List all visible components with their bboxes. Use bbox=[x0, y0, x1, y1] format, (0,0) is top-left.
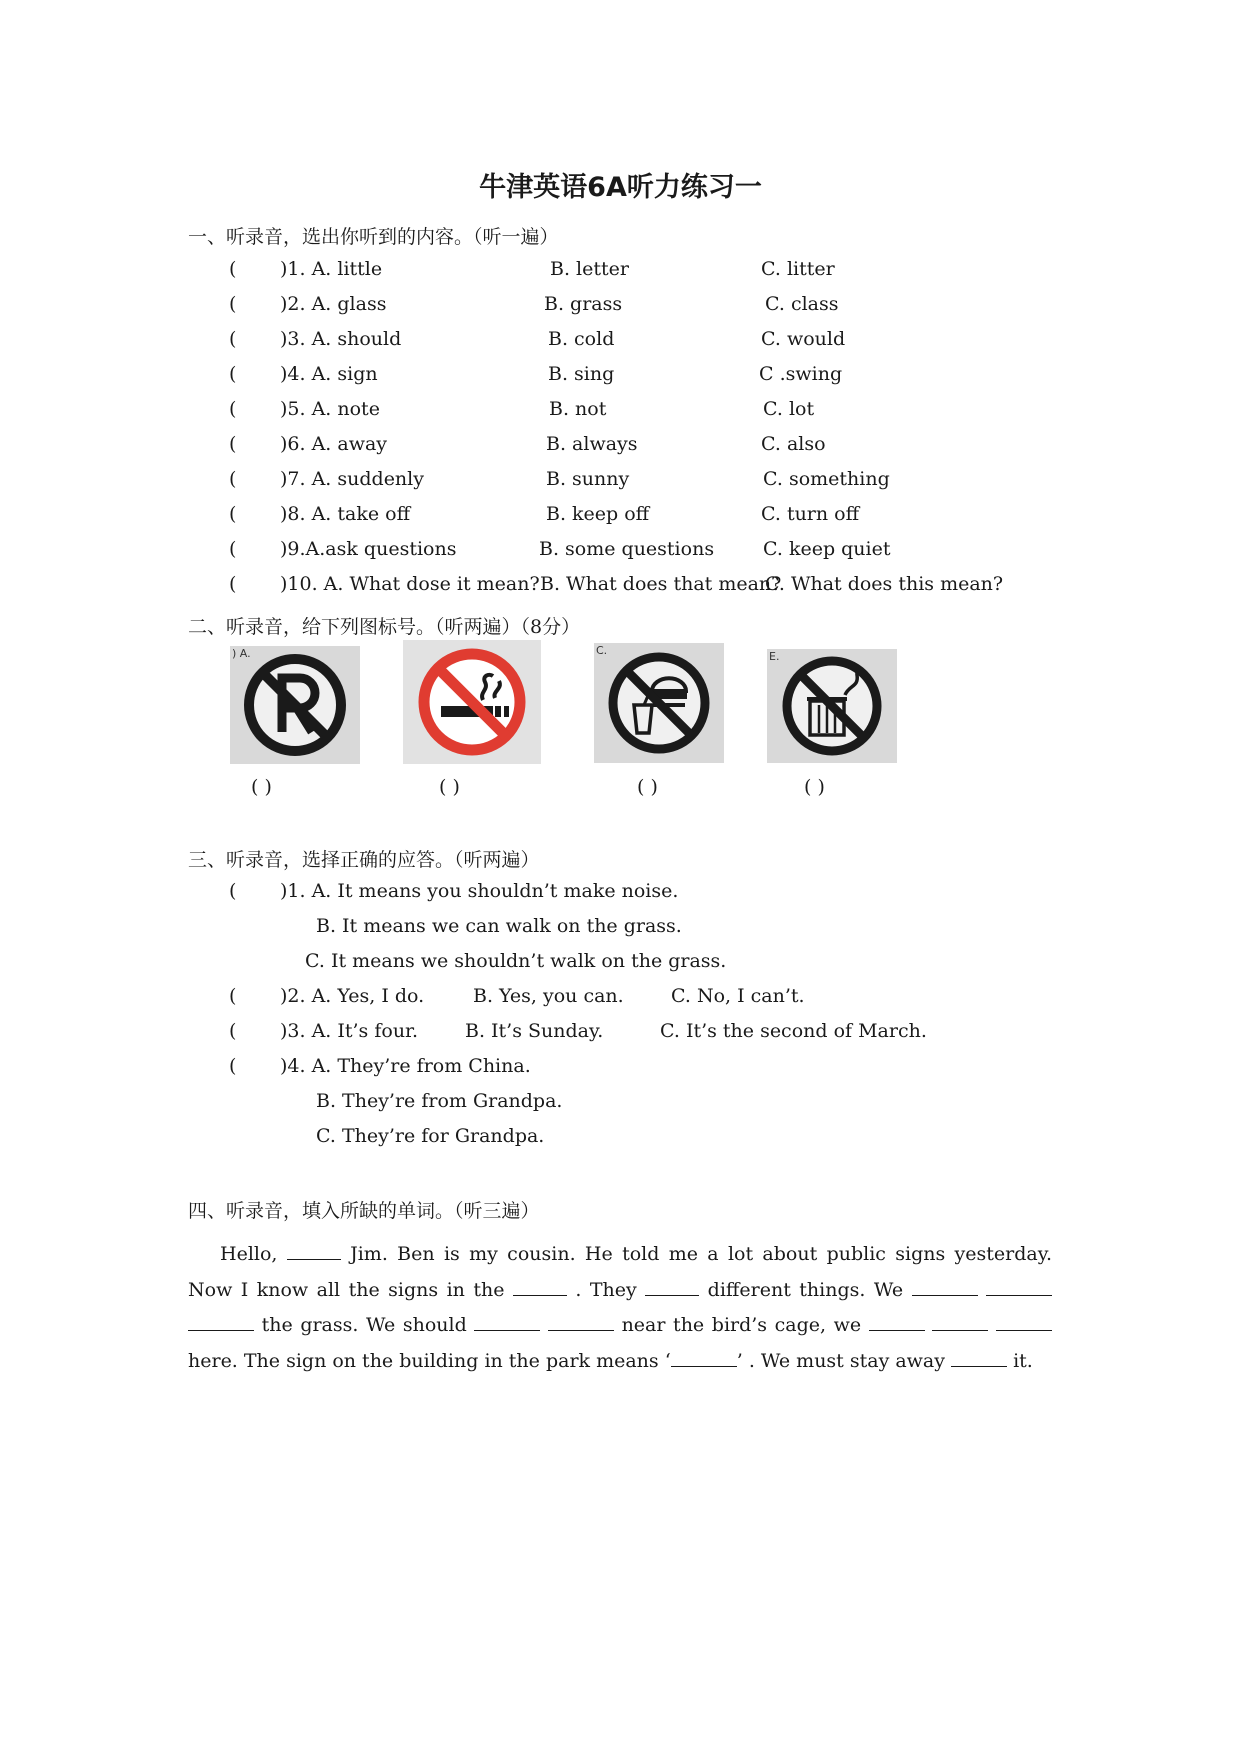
no-littering-icon bbox=[767, 649, 897, 763]
blank[interactable] bbox=[474, 1311, 540, 1331]
s3-q1-option-a: )1. A. It means you shouldn’t make noise. bbox=[280, 880, 679, 902]
sign-tag: C. bbox=[596, 644, 608, 657]
blank[interactable] bbox=[869, 1311, 925, 1331]
answer-paren[interactable]: ( bbox=[229, 468, 237, 490]
section-3-heading: 三、听录音，选择正确的应答。（听两遍） bbox=[188, 849, 540, 871]
answer-paren[interactable]: ( bbox=[229, 293, 237, 315]
sign-answer-3[interactable]: ( ) bbox=[637, 776, 658, 798]
answer-paren[interactable]: ( bbox=[229, 503, 237, 525]
cloze-text: ’ . We must stay away bbox=[736, 1349, 952, 1372]
answer-paren[interactable]: ( bbox=[229, 328, 237, 350]
cloze-text: it. bbox=[1007, 1349, 1033, 1372]
s1-option-a: )7. A. suddenly bbox=[280, 468, 424, 490]
s1-option-b: B. cold bbox=[548, 328, 615, 350]
s3-q3-option-a: )3. A. It’s four. bbox=[280, 1020, 419, 1042]
cloze-paragraph bbox=[188, 1237, 1052, 1379]
no-food-drink-icon bbox=[594, 643, 724, 763]
sign-tag: E. bbox=[769, 650, 780, 663]
cloze-text: different things. We bbox=[699, 1278, 912, 1301]
page-title: 牛津英语6A听力练习一 bbox=[479, 172, 762, 203]
answer-paren[interactable]: ( bbox=[229, 573, 237, 595]
s3-q3-option-b: B. It’s Sunday. bbox=[465, 1020, 604, 1042]
s1-option-c: C. litter bbox=[761, 258, 835, 280]
answer-paren[interactable]: ( bbox=[229, 985, 237, 1007]
blank[interactable] bbox=[932, 1311, 988, 1331]
sign-no-littering bbox=[767, 649, 897, 763]
s1-option-c: C. would bbox=[761, 328, 846, 350]
blank[interactable] bbox=[548, 1311, 614, 1331]
sign-answer-1[interactable]: ( ) bbox=[251, 776, 272, 798]
section-4-heading: 四、听录音，填入所缺的单词。（听三遍） bbox=[188, 1200, 540, 1222]
s1-option-c: C .swing bbox=[759, 363, 843, 385]
s1-option-a: )1. A. little bbox=[280, 258, 383, 280]
s1-option-b: B. keep off bbox=[546, 503, 650, 525]
s1-option-c: C. lot bbox=[763, 398, 815, 420]
s1-option-b: B. sing bbox=[548, 363, 615, 385]
s1-option-a: )5. A. note bbox=[280, 398, 380, 420]
s1-option-b: B. some questions bbox=[539, 538, 715, 560]
blank[interactable] bbox=[188, 1311, 254, 1331]
no-parking-icon bbox=[230, 646, 360, 764]
sign-answer-2[interactable]: ( ) bbox=[439, 776, 460, 798]
cloze-text: Hello, bbox=[220, 1243, 287, 1265]
s1-option-c: C. class bbox=[765, 293, 839, 315]
s3-q4-option-b: B. They’re from Grandpa. bbox=[316, 1090, 563, 1112]
s3-q1-option-c: C. It means we shouldn’t walk on the grass. bbox=[305, 950, 727, 972]
s3-q1-option-b: B. It means we can walk on the grass. bbox=[316, 915, 682, 937]
s3-q2-option-a: )2. A. Yes, I do. bbox=[280, 985, 425, 1007]
s1-option-a: )4. A. sign bbox=[280, 363, 378, 385]
blank[interactable] bbox=[986, 1276, 1052, 1296]
s1-option-a: )3. A. should bbox=[280, 328, 402, 350]
s1-option-b: B. What does that mean? bbox=[540, 573, 782, 595]
answer-paren[interactable]: ( bbox=[229, 258, 237, 280]
s3-q2-option-c: C. No, I can’t. bbox=[671, 985, 805, 1007]
s1-option-b: B. always bbox=[546, 433, 638, 455]
cloze-text: near the bird’s cage, we bbox=[613, 1314, 869, 1336]
s3-q4-option-c: C. They’re for Grandpa. bbox=[316, 1125, 545, 1147]
s1-option-b: B. not bbox=[549, 398, 607, 420]
cloze-text: here. The sign on the building in the park means ‘ bbox=[188, 1349, 671, 1372]
s1-option-a: )9.A.ask questions bbox=[280, 538, 457, 560]
answer-paren[interactable]: ( bbox=[229, 538, 237, 560]
s1-option-a: )8. A. take off bbox=[280, 503, 411, 525]
section-2-heading: 二、听录音，给下列图标号。（听两遍）（8分） bbox=[188, 616, 581, 638]
s1-option-c: C. turn off bbox=[761, 503, 860, 525]
cloze-text: Jim. Ben is my cousin. He told me a lot about public signs yesterday. Now I know all the signs in the bbox=[188, 1243, 1052, 1301]
s1-option-a: )2. A. glass bbox=[280, 293, 387, 315]
s1-option-a: )6. A. away bbox=[280, 433, 388, 455]
sign-tag: ) A. bbox=[232, 647, 251, 660]
blank[interactable] bbox=[287, 1240, 341, 1260]
answer-paren[interactable]: ( bbox=[229, 1020, 237, 1042]
s1-option-c: C. keep quiet bbox=[763, 538, 891, 560]
s1-option-a: )10. A. What dose it mean? bbox=[280, 573, 540, 595]
blank[interactable] bbox=[951, 1347, 1007, 1367]
s1-option-c: C. What does this mean? bbox=[765, 573, 1004, 595]
answer-paren[interactable]: ( bbox=[229, 433, 237, 455]
answer-paren[interactable]: ( bbox=[229, 363, 237, 385]
blank[interactable] bbox=[513, 1276, 567, 1296]
s1-option-b: B. letter bbox=[550, 258, 629, 280]
answer-paren[interactable]: ( bbox=[229, 398, 237, 420]
s1-option-b: B. sunny bbox=[546, 468, 630, 490]
sign-no-smoking bbox=[403, 640, 541, 764]
s1-option-b: B. grass bbox=[544, 293, 623, 315]
sign-answer-4[interactable]: ( ) bbox=[804, 776, 825, 798]
s1-option-c: C. also bbox=[761, 433, 826, 455]
section-1-heading: 一、听录音，选出你听到的内容。（听一遍） bbox=[188, 226, 559, 248]
s3-q4-option-a: )4. A. They’re from China. bbox=[280, 1055, 531, 1077]
s3-q2-option-b: B. Yes, you can. bbox=[473, 985, 624, 1007]
cloze-text: . They bbox=[566, 1278, 646, 1301]
sign-no-parking bbox=[230, 646, 360, 764]
s3-q3-option-c: C. It’s the second of March. bbox=[660, 1020, 927, 1042]
blank[interactable] bbox=[671, 1347, 737, 1367]
blank[interactable] bbox=[912, 1276, 978, 1296]
s1-option-c: C. something bbox=[763, 468, 890, 490]
answer-paren[interactable]: ( bbox=[229, 1055, 237, 1077]
cloze-text: the grass. We should bbox=[254, 1314, 475, 1336]
answer-paren[interactable]: ( bbox=[229, 880, 237, 902]
blank[interactable] bbox=[996, 1311, 1052, 1331]
sign-no-food-drink bbox=[594, 643, 724, 763]
blank[interactable] bbox=[645, 1276, 699, 1296]
no-smoking-icon bbox=[403, 640, 541, 764]
